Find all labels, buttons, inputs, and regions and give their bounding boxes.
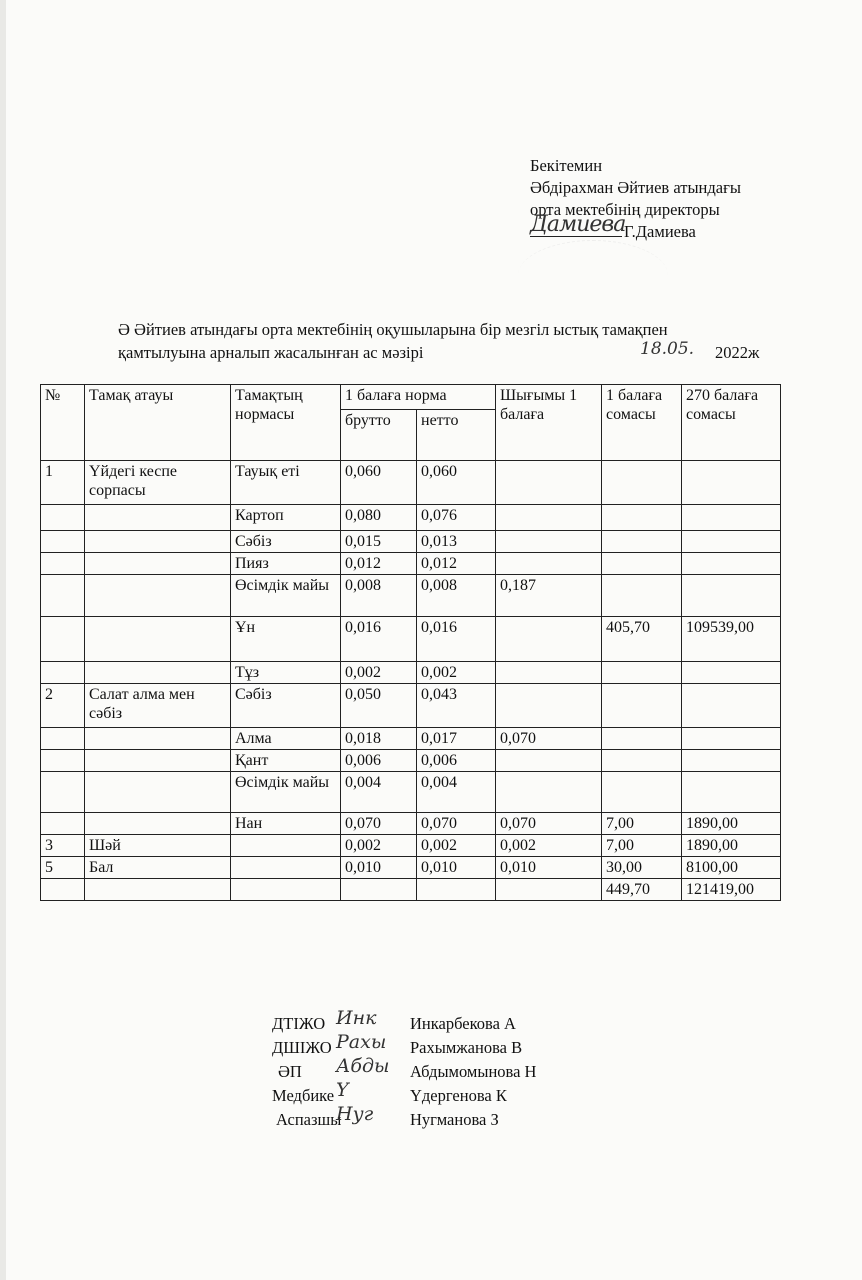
table-cell	[496, 505, 602, 531]
table-row	[41, 461, 781, 505]
table-row	[41, 813, 781, 835]
table-cell	[231, 879, 341, 901]
table-cell: 3	[41, 835, 85, 857]
table-cell: 449,70	[602, 879, 682, 901]
table-cell	[85, 772, 231, 813]
director-signature: Дамиева	[530, 212, 626, 237]
table-cell	[85, 575, 231, 617]
table-cell	[231, 857, 341, 879]
table-cell	[682, 505, 781, 531]
table-cell: 0,002	[417, 662, 496, 684]
table-cell: Шәй	[85, 835, 231, 857]
director-sign-line	[530, 212, 741, 243]
table-cell: 0,004	[341, 772, 417, 813]
table-cell: 0,002	[341, 662, 417, 684]
table-cell	[85, 662, 231, 684]
table-cell	[496, 531, 602, 553]
staff-role: ДТІЖО	[272, 1014, 326, 1033]
table-cell: 0,016	[341, 617, 417, 662]
table-cell	[602, 728, 682, 750]
table-cell	[602, 505, 682, 531]
table-cell	[41, 553, 85, 575]
director-position: орта мектебінің директоры	[530, 200, 720, 219]
table-cell: 0,006	[417, 750, 496, 772]
table-cell: 1	[41, 461, 85, 505]
table-cell	[85, 531, 231, 553]
table-cell: 0,016	[417, 617, 496, 662]
header-cost-270: 270 балаға сомасы	[682, 385, 781, 461]
table-cell: Картоп	[231, 505, 341, 531]
header-gross: брутто	[341, 410, 417, 461]
table-body	[41, 461, 781, 901]
table-cell	[602, 531, 682, 553]
table-row	[41, 684, 781, 728]
staff-name: Үдергенова К	[410, 1086, 507, 1105]
table-cell: 5	[41, 857, 85, 879]
table-cell	[682, 750, 781, 772]
table-cell	[41, 879, 85, 901]
table-cell: 0,010	[417, 857, 496, 879]
table-row	[41, 617, 781, 662]
faded-stamp	[518, 240, 668, 311]
table-cell	[341, 879, 417, 901]
table-cell	[682, 575, 781, 617]
table-cell: 0,070	[341, 813, 417, 835]
menu-heading	[118, 318, 760, 364]
table-cell	[682, 531, 781, 553]
heading-line-1: Ә Әйтиев атындағы орта мектебінің оқушыларына бір мезгіл ыстық тамақпен	[118, 320, 668, 339]
table-cell: 0,070	[496, 728, 602, 750]
table-cell	[602, 684, 682, 728]
table-cell	[41, 750, 85, 772]
table-cell: Тұз	[231, 662, 341, 684]
table-cell	[682, 728, 781, 750]
table-cell: 0,002	[341, 835, 417, 857]
year: 2022ж	[715, 343, 760, 362]
table-cell	[602, 772, 682, 813]
table-cell: Салат алма мен сәбіз	[85, 684, 231, 728]
table-cell: 2	[41, 684, 85, 728]
table-cell	[85, 879, 231, 901]
table-cell: 0,008	[417, 575, 496, 617]
header-norm: Тамақтың нормасы	[231, 385, 341, 461]
table-cell	[85, 617, 231, 662]
table-cell	[682, 662, 781, 684]
staff-name: Нугманова З	[410, 1110, 499, 1129]
table-cell: 7,00	[602, 835, 682, 857]
approval-title: Бекітемин	[530, 156, 603, 175]
table-cell: Өсімдік майы	[231, 575, 341, 617]
table-row	[41, 879, 781, 901]
table-cell: 0,008	[341, 575, 417, 617]
table-cell	[602, 750, 682, 772]
table-cell: Сәбіз	[231, 531, 341, 553]
table-cell: 0,043	[417, 684, 496, 728]
staff-role: Медбике	[272, 1086, 335, 1105]
table-cell: Алма	[231, 728, 341, 750]
table-cell	[496, 553, 602, 575]
table-cell	[602, 575, 682, 617]
table-row	[41, 531, 781, 553]
table-cell: 0,002	[496, 835, 602, 857]
table-cell: 0,006	[341, 750, 417, 772]
staff-signature: Ү	[336, 1079, 349, 1101]
table-row	[41, 772, 781, 813]
table-cell: Сәбіз	[231, 684, 341, 728]
director-name: Г.Дамиева	[624, 222, 696, 241]
table-cell: 0,012	[341, 553, 417, 575]
table-cell	[496, 461, 602, 505]
table-cell: 0,018	[341, 728, 417, 750]
table-row	[41, 662, 781, 684]
table-cell: 0,070	[496, 813, 602, 835]
table-cell: 0,080	[341, 505, 417, 531]
table-cell	[41, 728, 85, 750]
staff-role: Аспазшы	[276, 1110, 342, 1129]
page-edge	[0, 0, 6, 1280]
table-cell: 0,060	[417, 461, 496, 505]
table-cell: 0,015	[341, 531, 417, 553]
staff-name: Абдымомынова Н	[410, 1062, 537, 1081]
staff-name: Рахымжанова В	[410, 1038, 523, 1057]
table-cell: 0,070	[417, 813, 496, 835]
table-cell	[41, 617, 85, 662]
table-cell	[602, 461, 682, 505]
table-cell	[85, 553, 231, 575]
staff-name: Инкарбекова А	[410, 1014, 516, 1033]
table-cell	[682, 461, 781, 505]
table-cell: Ұн	[231, 617, 341, 662]
table-cell	[496, 750, 602, 772]
staff-signature: Инк	[336, 1007, 377, 1029]
table-cell	[682, 553, 781, 575]
table-cell: 121419,00	[682, 879, 781, 901]
table-cell: 0,002	[417, 835, 496, 857]
header-cost-1: 1 балаға сомасы	[602, 385, 682, 461]
table-cell	[41, 772, 85, 813]
table-cell: 0,012	[417, 553, 496, 575]
heading-line-2: қамтылуына арналып жасалынған ас мәзірі	[118, 343, 424, 362]
table-cell: 8100,00	[682, 857, 781, 879]
table-cell: 0,013	[417, 531, 496, 553]
staff-signature: Абды	[336, 1055, 390, 1077]
staff-role: ӘП	[278, 1062, 302, 1081]
table-cell	[41, 662, 85, 684]
table-cell	[602, 553, 682, 575]
table-cell	[496, 772, 602, 813]
table-cell	[496, 617, 602, 662]
table-cell: Тауық еті	[231, 461, 341, 505]
table-cell	[85, 750, 231, 772]
staff-role: ДШІЖО	[272, 1038, 332, 1057]
signature-line	[530, 212, 626, 237]
table-cell	[496, 684, 602, 728]
header-num: №	[41, 385, 85, 461]
table-cell: 0,050	[341, 684, 417, 728]
table-cell: 0,004	[417, 772, 496, 813]
table-cell: 0,017	[417, 728, 496, 750]
table-cell	[496, 662, 602, 684]
table-row	[41, 728, 781, 750]
table-cell: 1890,00	[682, 835, 781, 857]
table-cell	[417, 879, 496, 901]
table-cell	[41, 575, 85, 617]
table-cell	[231, 835, 341, 857]
table-cell	[85, 813, 231, 835]
table-cell: 0,010	[496, 857, 602, 879]
table-cell	[602, 662, 682, 684]
school-name: Әбдірахман Әйтиев атындағы	[530, 178, 741, 197]
table-cell: 7,00	[602, 813, 682, 835]
header-net: нетто	[417, 410, 496, 461]
table-row	[41, 750, 781, 772]
table-cell: 0,060	[341, 461, 417, 505]
table-row	[41, 505, 781, 531]
table-cell: 109539,00	[682, 617, 781, 662]
table-cell: Үйдегі кеспе сорпасы	[85, 461, 231, 505]
table-row	[41, 553, 781, 575]
table-row	[41, 835, 781, 857]
header-output: Шығымы 1 балаға	[496, 385, 602, 461]
table-cell: 1890,00	[682, 813, 781, 835]
table-cell	[496, 879, 602, 901]
table-cell: Пияз	[231, 553, 341, 575]
table-cell: 0,187	[496, 575, 602, 617]
table-cell	[41, 505, 85, 531]
table-row	[41, 857, 781, 879]
staff-signature: Рахы	[336, 1031, 387, 1053]
table-cell	[85, 505, 231, 531]
header-food: Тамақ атауы	[85, 385, 231, 461]
table-cell: 0,076	[417, 505, 496, 531]
menu-table	[40, 384, 781, 901]
table-cell: Қант	[231, 750, 341, 772]
handwritten-date: 18.05.	[640, 339, 695, 359]
table-cell	[682, 684, 781, 728]
table-cell: 405,70	[602, 617, 682, 662]
table-cell: Өсімдік майы	[231, 772, 341, 813]
table-row	[41, 575, 781, 617]
table-cell: 0,010	[341, 857, 417, 879]
table-cell	[41, 531, 85, 553]
table-cell: Бал	[85, 857, 231, 879]
table-cell: Нан	[231, 813, 341, 835]
approval-block	[530, 155, 741, 243]
table-cell	[41, 813, 85, 835]
table-cell: 30,00	[602, 857, 682, 879]
table-cell	[682, 772, 781, 813]
table-cell	[85, 728, 231, 750]
header-per-child: 1 балаға норма	[341, 385, 496, 410]
staff-signature: Нуг	[336, 1103, 374, 1125]
